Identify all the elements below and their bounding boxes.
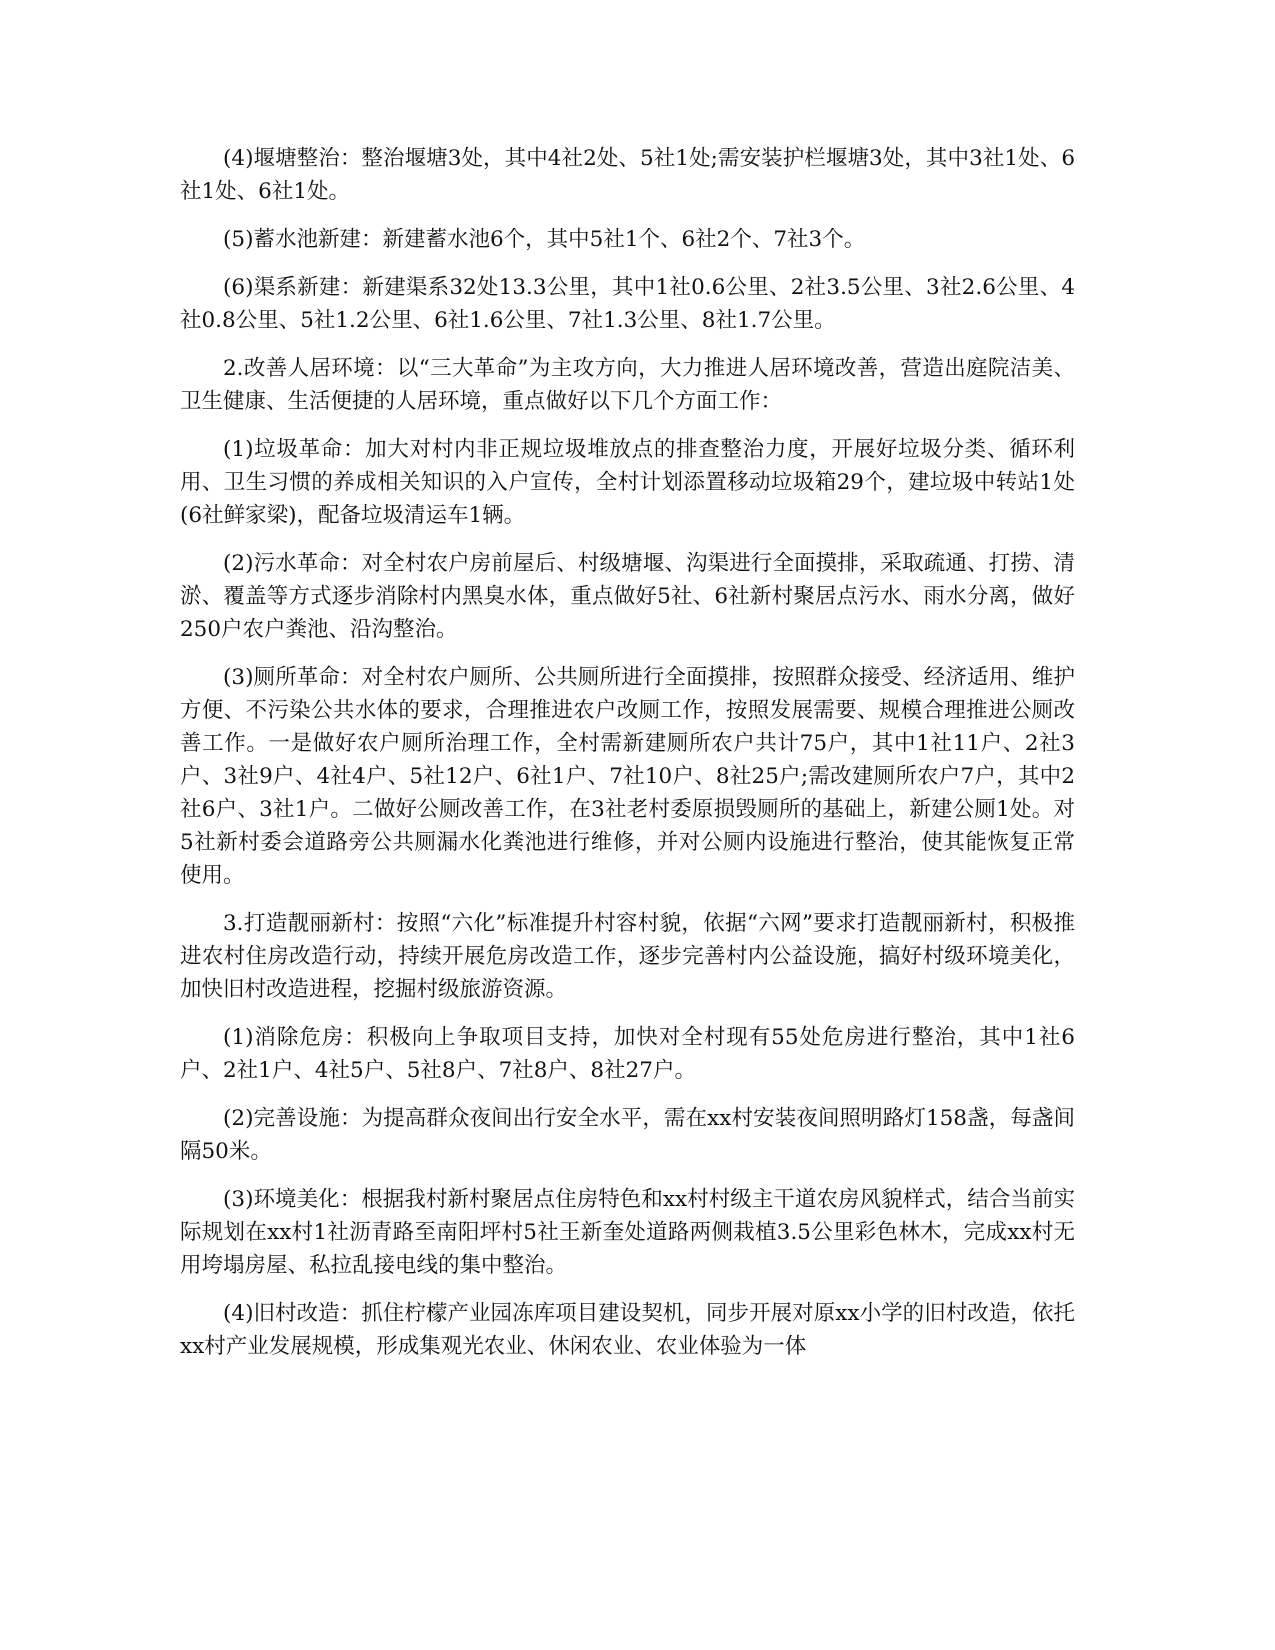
paragraph-old-village-renovation: (4)旧村改造：抓住柠檬产业园冻库项目建设契机，同步开展对原xx小学的旧村改造，依托xx村产业发展规模，形成集观光农业、休闲农业、农业体验为一体 xyxy=(180,1301,1075,1359)
paragraph-beautification: (3)环境美化：根据我村新村聚居点住房特色和xx村村级主干道农房风貌样式，结合当前实际规划在xx村1社沥青路至南阳坪村5社王新奎处道路两侧栽植3.5公里彩色林木，完成xx村无用垮塌房屋、私拉乱接电线的集中整治。 xyxy=(180,1187,1075,1278)
paragraph-beautiful-village: 3.打造靓丽新村：按照“六化”标准提升村容村貌，依据“六网”要求打造靓丽新村，积极推进农村住房改造行动，持续开展危房改造工作，逐步完善村内公益设施，搞好村级环境美化，加快旧村改造进程，挖掘村级旅游资源。 xyxy=(180,911,1075,1002)
paragraph-toilet-revolution: (3)厕所革命：对全村农户厕所、公共厕所进行全面摸排，按照群众接受、经济适用、维护方便、不污染公共水体的要求，合理推进农户改厕工作，按照发展需要、规模合理推进公厕改善工作。一是做好农户厕所治理工作，全村需新建厕所农户共计75户，其中1社11户、2社3户、3社9户、4社4户、5社12户、6社1户、7社10户、8社25户;需改建厕所农户7户，其中2社6户、3社1户。二做好公厕改善工作，在3社老村委原损毁厕所的基础上，新建公厕1处。对5社新村委会道路旁公共厕漏水化粪池进行维修，并对公厕内设施进行整治，使其能恢复正常使用。 xyxy=(180,665,1075,888)
paragraph-reservoir-construction: (5)蓄水池新建：新建蓄水池6个，其中5社1个、6社2个、7社3个。 xyxy=(223,227,866,252)
document-page xyxy=(180,142,1075,1378)
paragraph-dangerous-housing: (1)消除危房：积极向上争取项目支持，加快对全村现有55处危房进行整治，其中1社6户、2社1户、4社5户、5社8户、7社8户、8社27户。 xyxy=(180,1025,1075,1083)
paragraph-sewage-revolution: (2)污水革命：对全村农户房前屋后、村级塘堰、沟渠进行全面摸排，采取疏通、打捞、清淤、覆盖等方式逐步消除村内黑臭水体，重点做好5社、6社新村聚居点污水、雨水分离，做好250户农户粪池、沿沟整治。 xyxy=(180,551,1075,642)
paragraph-garbage-revolution: (1)垃圾革命：加大对村内非正规垃圾堆放点的排查整治力度，开展好垃圾分类、循环利用、卫生习惯的养成相关知识的入户宣传，全村计划添置移动垃圾箱29个，建垃圾中转站1处(6社鲜家梁)，配备垃圾清运车1辆。 xyxy=(180,437,1075,528)
paragraph-facilities: (2)完善设施：为提高群众夜间出行安全水平，需在xx村安装夜间照明路灯158盏，每盏间隔50米。 xyxy=(180,1106,1075,1164)
paragraph-canal-construction: (6)渠系新建：新建渠系32处13.3公里，其中1社0.6公里、2社3.5公里、3社2.6公里、4社0.8公里、5社1.2公里、6社1.6公里、7社1.3公里、8社1.7公里。 xyxy=(180,275,1075,333)
paragraph-living-environment: 2.改善人居环境：以“三大革命”为主攻方向，大力推进人居环境改善，营造出庭院洁美、卫生健康、生活便捷的人居环境，重点做好以下几个方面工作： xyxy=(180,356,1075,414)
paragraph-weir-renovation: (4)堰塘整治：整治堰塘3处，其中4社2处、5社1处;需安装护栏堰塘3处，其中3社1处、6社1处、6社1处。 xyxy=(180,146,1075,204)
